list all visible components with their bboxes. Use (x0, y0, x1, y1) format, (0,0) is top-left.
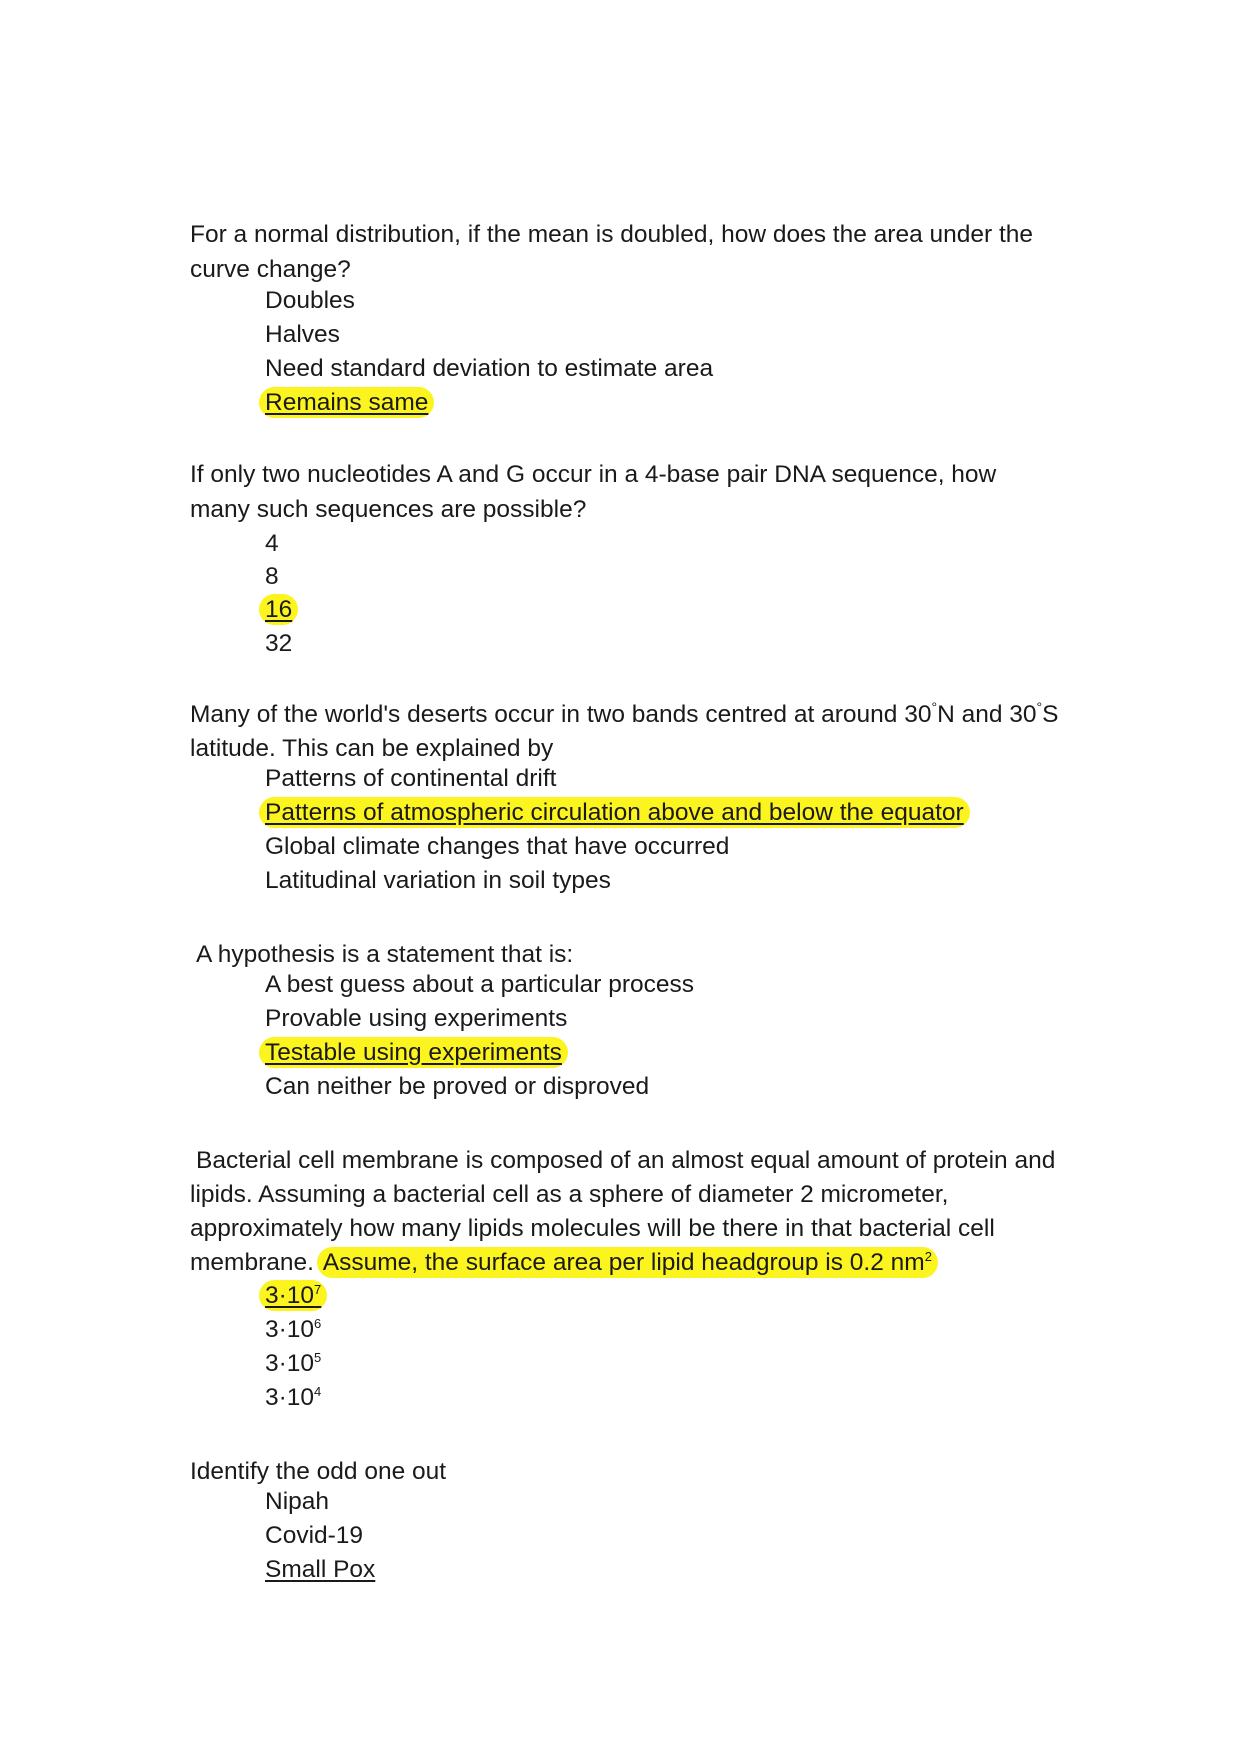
q4-stem-line-1: A hypothesis is a statement that is: (196, 941, 574, 968)
q5-option-2: $3\cdot 10^6$ (265, 1315, 322, 1343)
q2-stem-line-1: If only two nucleotides A and G occur in a 4-base pair DNA sequence, how (190, 461, 997, 488)
q2-option-4: 32 (265, 630, 293, 657)
q3-option-4: Latitudinal variation in soil types (265, 867, 611, 894)
q3-option-3: Global climate changes that have occurred (265, 833, 730, 860)
q5-stem-line-2: lipids. Assuming a bacterial cell as a sphere of diameter 2 micrometer, (190, 1181, 949, 1208)
q3-stem-line-2: latitude. This can be explained by (190, 735, 554, 762)
q2-option-1: 4 (265, 530, 279, 557)
q1-stem-line-1: For a normal distribution, if the mean is doubled, how does the area under the (190, 221, 1034, 248)
q4-option-2: Provable using experiments (265, 1005, 568, 1032)
q5-option-1-answer (265, 1279, 327, 1313)
q5-stem-line-4: membrane. Assume, the surface area per lipid headgroup is 0.2 $nm^2$ (190, 1246, 938, 1280)
answer-highlight: Remains same (259, 387, 434, 418)
q2-option-2: 8 (265, 563, 279, 590)
q1-option-4-answer (265, 386, 434, 420)
answer-highlight: $3\cdot 10^7$ (259, 1280, 327, 1311)
q1-option-3: Need standard deviation to estimate area (265, 355, 714, 382)
q2-stem-line-2: many such sequences are possible? (190, 496, 587, 523)
q1-stem-line-2: curve change? (190, 256, 351, 283)
q1-option-2: Halves (265, 321, 340, 348)
q5-option-4: $3\cdot 10^4$ (265, 1383, 322, 1411)
q3-option-1: Patterns of continental drift (265, 765, 557, 792)
q3-option-2-answer (265, 796, 970, 830)
q3-stem-line-1: Many of the world's deserts occur in two bands centred at around 30°N and 30°S (190, 699, 1059, 728)
answer-highlight: Testable using experiments (259, 1037, 568, 1068)
q6-option-1: Nipah (265, 1488, 330, 1515)
q6-option-2: Covid-19 (265, 1522, 364, 1549)
q5-stem-line-3: approximately how many lipids molecules will be there in that bacterial cell (190, 1215, 995, 1242)
q2-option-3-answer (265, 593, 298, 627)
q4-option-4: Can neither be proved or disproved (265, 1073, 650, 1100)
q6-stem-line-1: Identify the odd one out (190, 1458, 447, 1485)
q6-option-3-answer: Small Pox (265, 1556, 376, 1583)
q1-option-1: Doubles (265, 287, 355, 314)
q4-option-1: A best guess about a particular process (265, 971, 695, 998)
q4-option-3-answer (265, 1036, 568, 1070)
q5-stem-line-1: Bacterial cell membrane is composed of an almost equal amount of protein and (196, 1147, 1056, 1174)
answer-highlight: Patterns of atmospheric circulation above and below the equator (259, 797, 970, 828)
q5-option-3: $3\cdot 10^5$ (265, 1349, 322, 1377)
assumption-highlight: Assume, the surface area per lipid headgroup is 0.2 $nm^2$ (317, 1247, 938, 1278)
answer-highlight: 16 (259, 594, 298, 625)
